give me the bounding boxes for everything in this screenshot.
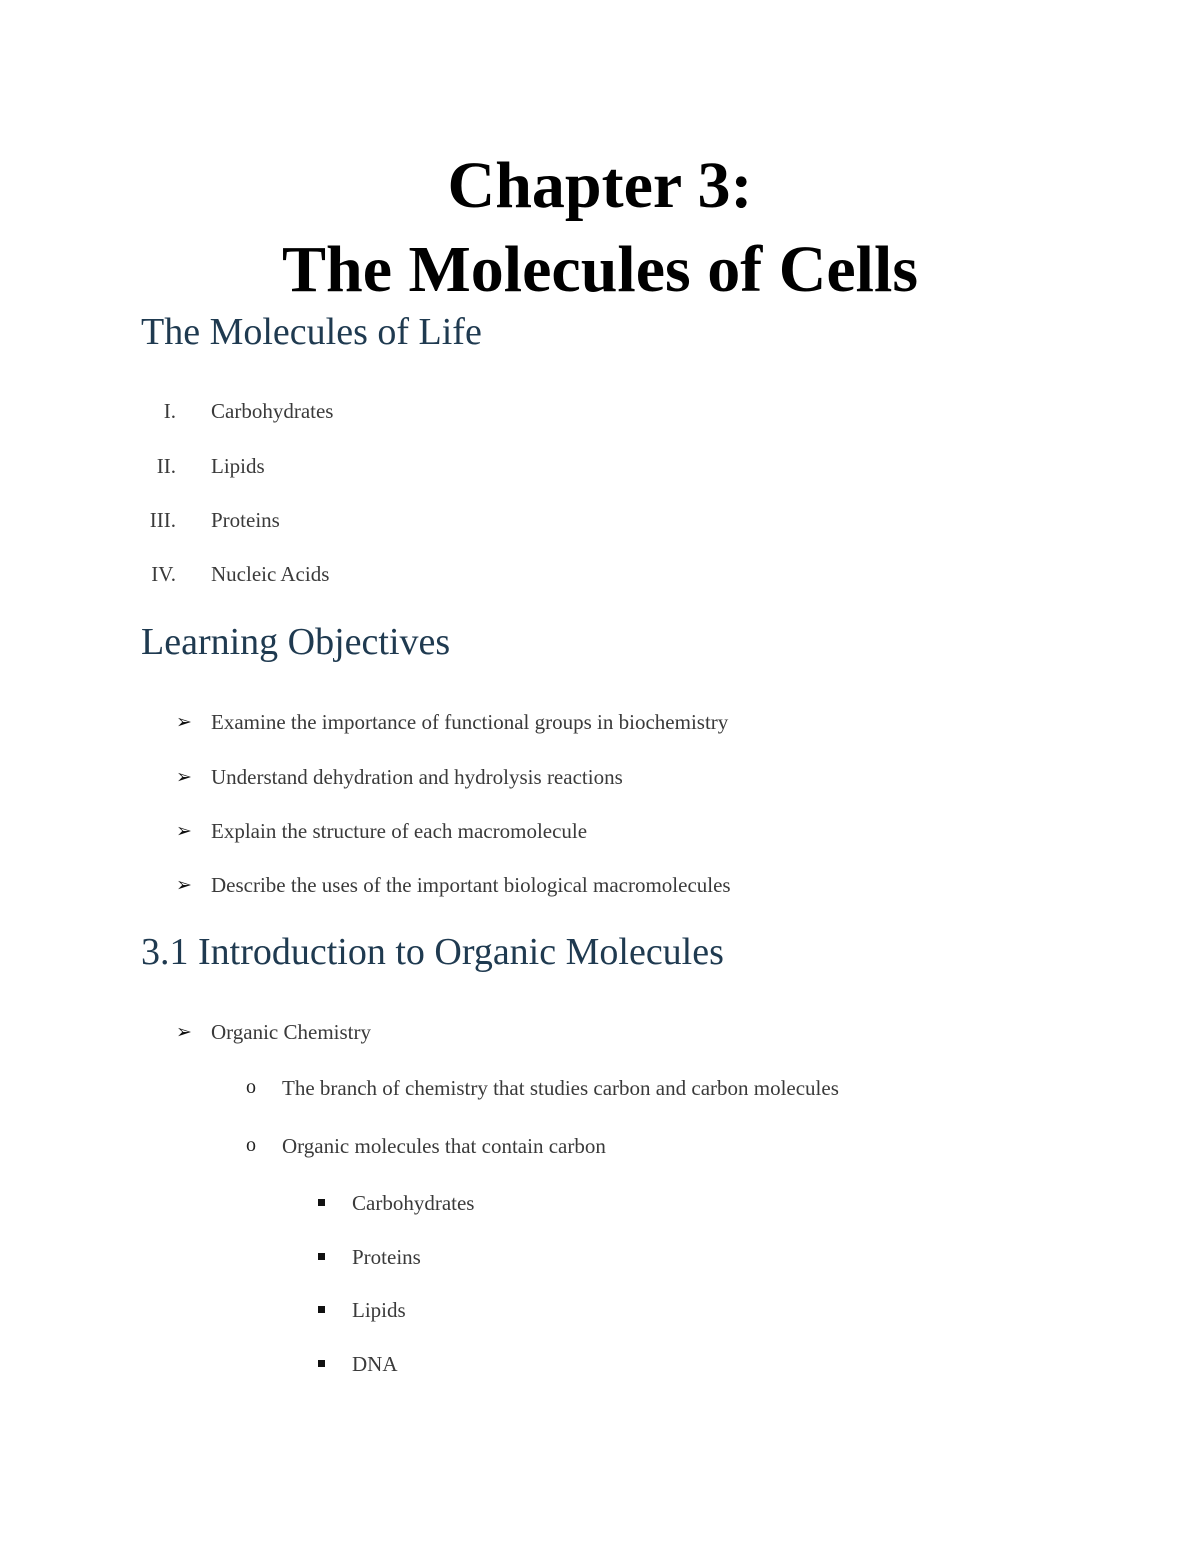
- roman-numeral: III.: [149, 508, 176, 532]
- subsublist-item-proteins: Proteins: [352, 1245, 421, 1269]
- roman-numeral: IV.: [151, 562, 176, 586]
- objective-item: Describe the uses of the important biological macromolecules: [211, 873, 731, 897]
- section-heading-molecules-of-life: The Molecules of Life: [141, 311, 482, 353]
- objective-item: Explain the structure of each macromolecule: [211, 819, 588, 843]
- arrow-bullet-icon: ➢: [176, 712, 192, 733]
- objective-item: Examine the importance of functional groups in biochemistry: [211, 710, 729, 734]
- arrow-bullet-icon: ➢: [176, 875, 192, 896]
- list-item-proteins: Proteins: [211, 508, 280, 532]
- roman-numeral: II.: [156, 454, 176, 478]
- objective-item: Understand dehydration and hydrolysis reactions: [211, 765, 623, 789]
- arrow-bullet-icon: ➢: [176, 821, 192, 842]
- square-bullet-icon: [318, 1253, 325, 1260]
- list-item-organic-chemistry: Organic Chemistry: [211, 1020, 372, 1044]
- section-heading-learning-objectives: Learning Objectives: [141, 621, 451, 663]
- arrow-bullet-icon: ➢: [176, 767, 192, 788]
- subsublist-item-lipids: Lipids: [352, 1298, 406, 1322]
- subsublist-item-dna: DNA: [352, 1352, 398, 1376]
- roman-numeral: I.: [163, 399, 176, 423]
- circle-bullet-icon: o: [246, 1076, 256, 1098]
- list-item-lipids: Lipids: [211, 454, 265, 478]
- chapter-title: Chapter 3:: [447, 149, 753, 222]
- list-item-nucleic-acids: Nucleic Acids: [211, 562, 330, 586]
- square-bullet-icon: [318, 1360, 325, 1367]
- circle-bullet-icon: o: [246, 1134, 256, 1156]
- sublist-item: The branch of chemistry that studies carbon and carbon molecules: [282, 1076, 839, 1100]
- square-bullet-icon: [318, 1199, 325, 1206]
- sublist-item: Organic molecules that contain carbon: [282, 1134, 606, 1158]
- chapter-subtitle: The Molecules of Cells: [281, 233, 919, 306]
- section-heading-intro-organic: 3.1 Introduction to Organic Molecules: [141, 931, 724, 973]
- square-bullet-icon: [318, 1306, 325, 1313]
- subsublist-item-carbohydrates: Carbohydrates: [352, 1191, 475, 1215]
- arrow-bullet-icon: ➢: [176, 1022, 192, 1043]
- list-item-carbohydrates: Carbohydrates: [211, 399, 334, 423]
